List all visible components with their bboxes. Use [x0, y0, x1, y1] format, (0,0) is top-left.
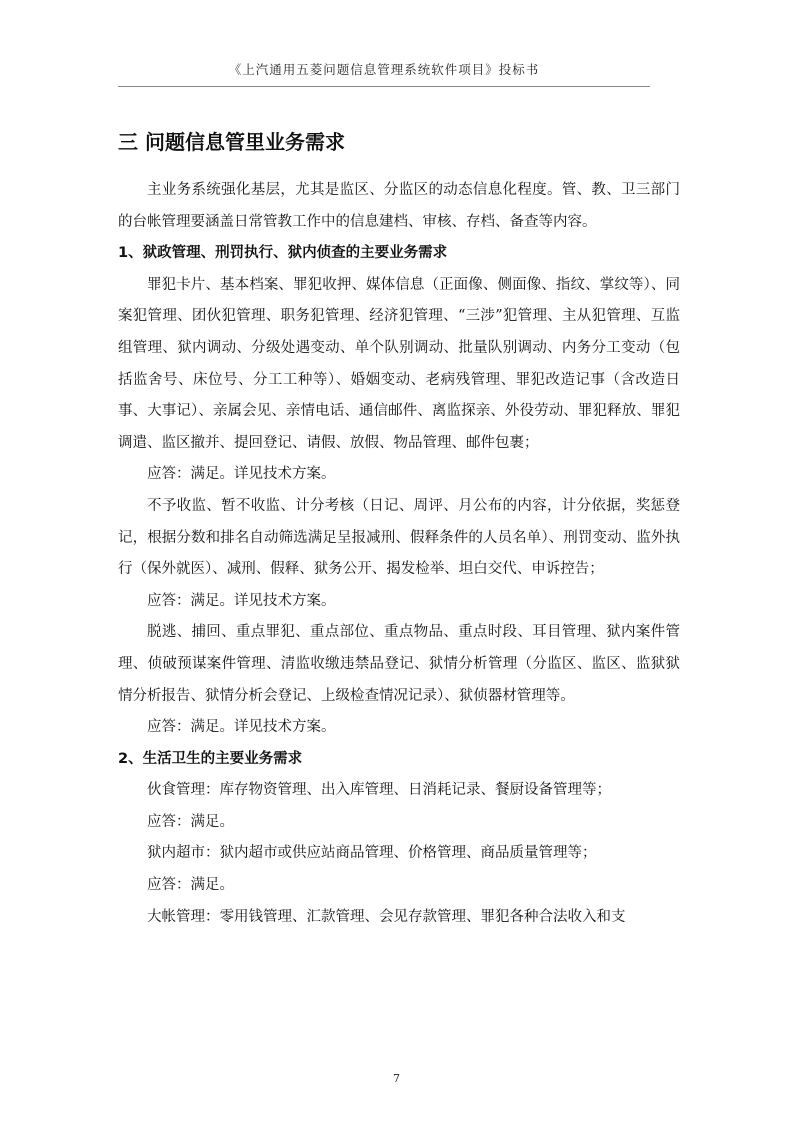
- answer-paragraph-3: 应答：满足。详见技术方案。: [147, 719, 336, 736]
- document-body: [118, 175, 680, 933]
- requirement-paragraph-1: 罪犯卡片、基本档案、罪犯收押、媒体信息（正面像、侧面像、指纹、掌纹等）、同案犯管理、团伙犯管理、职务犯管理、经济犯管理、“三涉”犯管理、主从犯管理、互监组管理、狱内调动、分级处遇变动、单个队别调动、批量队别调动、内务分工变动（包括监舍号、床位号、分工工种等）、婚姻变动、老病残管理、罪犯改造记事（含改造日事、大事记）、亲属会见、亲情电话、通信邮件、离监探亲、外役劳动、罪犯释放、罪犯调遣、监区撤并、提回登记、请假、放假、物品管理、邮件包裹；: [118, 276, 680, 451]
- header-divider: [118, 86, 650, 87]
- page-number: 7: [393, 1072, 400, 1085]
- requirement-paragraph-2: 不予收监、暂不收监、计分考核（日记、周评、月公布的内容，计分依据，奖惩登记，根据分数和排名自动筛选满足呈报减刑、假释条件的人员名单）、刑罚变动、监外执行（保外就医）、减刑、假释、狱务公开、揭发检举、坦白交代、申诉控告；: [118, 497, 680, 578]
- answer-paragraph-1: 应答：满足。详见技术方案。: [147, 466, 336, 483]
- answer-paragraph-4: 应答：满足。: [147, 813, 234, 830]
- intro-paragraph: 主业务系统强化基层，尤其是监区、分监区的动态信息化程度。管、教、卫三部门的台帐管理要涵盖日常管教工作中的信息建档、审核、存档、备查等内容。: [118, 182, 680, 230]
- requirement-paragraph-5: 狱内超市：狱内超市或供应站商品管理、价格管理、商品质量管理等；: [147, 845, 597, 862]
- section-title: 三 问题信息管里业务需求: [118, 130, 345, 154]
- requirement-paragraph-4: 伙食管理：库存物资管理、出入库管理、日消耗记录、餐厨设备管理等；: [147, 782, 611, 799]
- answer-paragraph-2: 应答：满足。详见技术方案。: [147, 592, 336, 609]
- subsection-heading-2: 2、生活卫生的主要业务需求: [118, 750, 303, 767]
- requirement-paragraph-3: 脱逃、捕回、重点罪犯、重点部位、重点物品、重点时段、耳目管理、狱内案件管理、侦破预谋案件管理、清监收缴违禁品登记、狱情分析管理（分监区、监区、监狱狱情分析报告、狱情分析会登记、上级检查情况记录）、狱侦器材管理等。: [118, 624, 680, 704]
- subsection-heading-1: 1、狱政管理、刑罚执行、狱内侦查的主要业务需求: [118, 245, 448, 262]
- page-header: 《上汽通用五菱问题信息管理系统软件项目》投标书: [228, 62, 540, 77]
- requirement-paragraph-6: 大帐管理：零用钱管理、汇款管理、会见存款管理、罪犯各种合法收入和支: [147, 908, 626, 925]
- answer-paragraph-5: 应答：满足。: [147, 877, 234, 894]
